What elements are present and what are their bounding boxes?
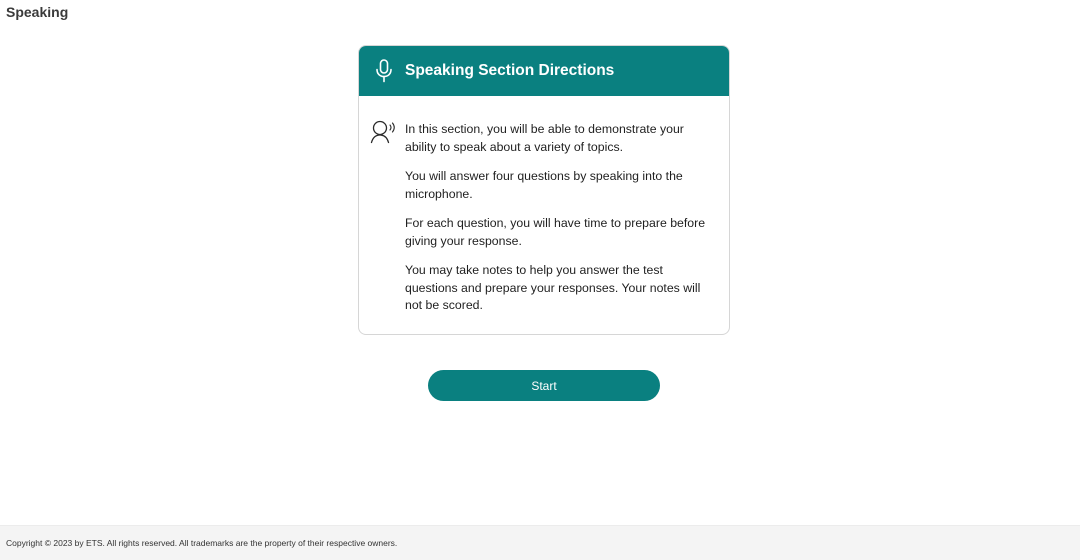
card-title: Speaking Section Directions: [405, 62, 615, 79]
speaking-person-icon: [370, 120, 398, 144]
direction-paragraph: You may take notes to help you answer the test questions and prepare your responses. Your notes will not be scored.: [405, 263, 701, 312]
section-title: Speaking: [6, 4, 69, 20]
direction-paragraph: You will answer four questions by speaking into the microphone.: [405, 169, 683, 201]
directions-card: [358, 45, 730, 335]
card-header: [359, 46, 729, 96]
card-body: [359, 96, 729, 315]
start-button[interactable]: Start: [428, 370, 660, 401]
direction-paragraph: For each question, you will have time to prepare before giving your response.: [405, 216, 706, 248]
copyright-text: Copyright © 2023 by ETS. All rights reserved. All trademarks are the property of their respective owners.: [6, 538, 398, 548]
direction-paragraph: In this section, you will be able to demonstrate your ability to speak about a variety of topics.: [405, 122, 684, 154]
microphone-icon: [374, 58, 394, 84]
footer: [0, 525, 1080, 560]
